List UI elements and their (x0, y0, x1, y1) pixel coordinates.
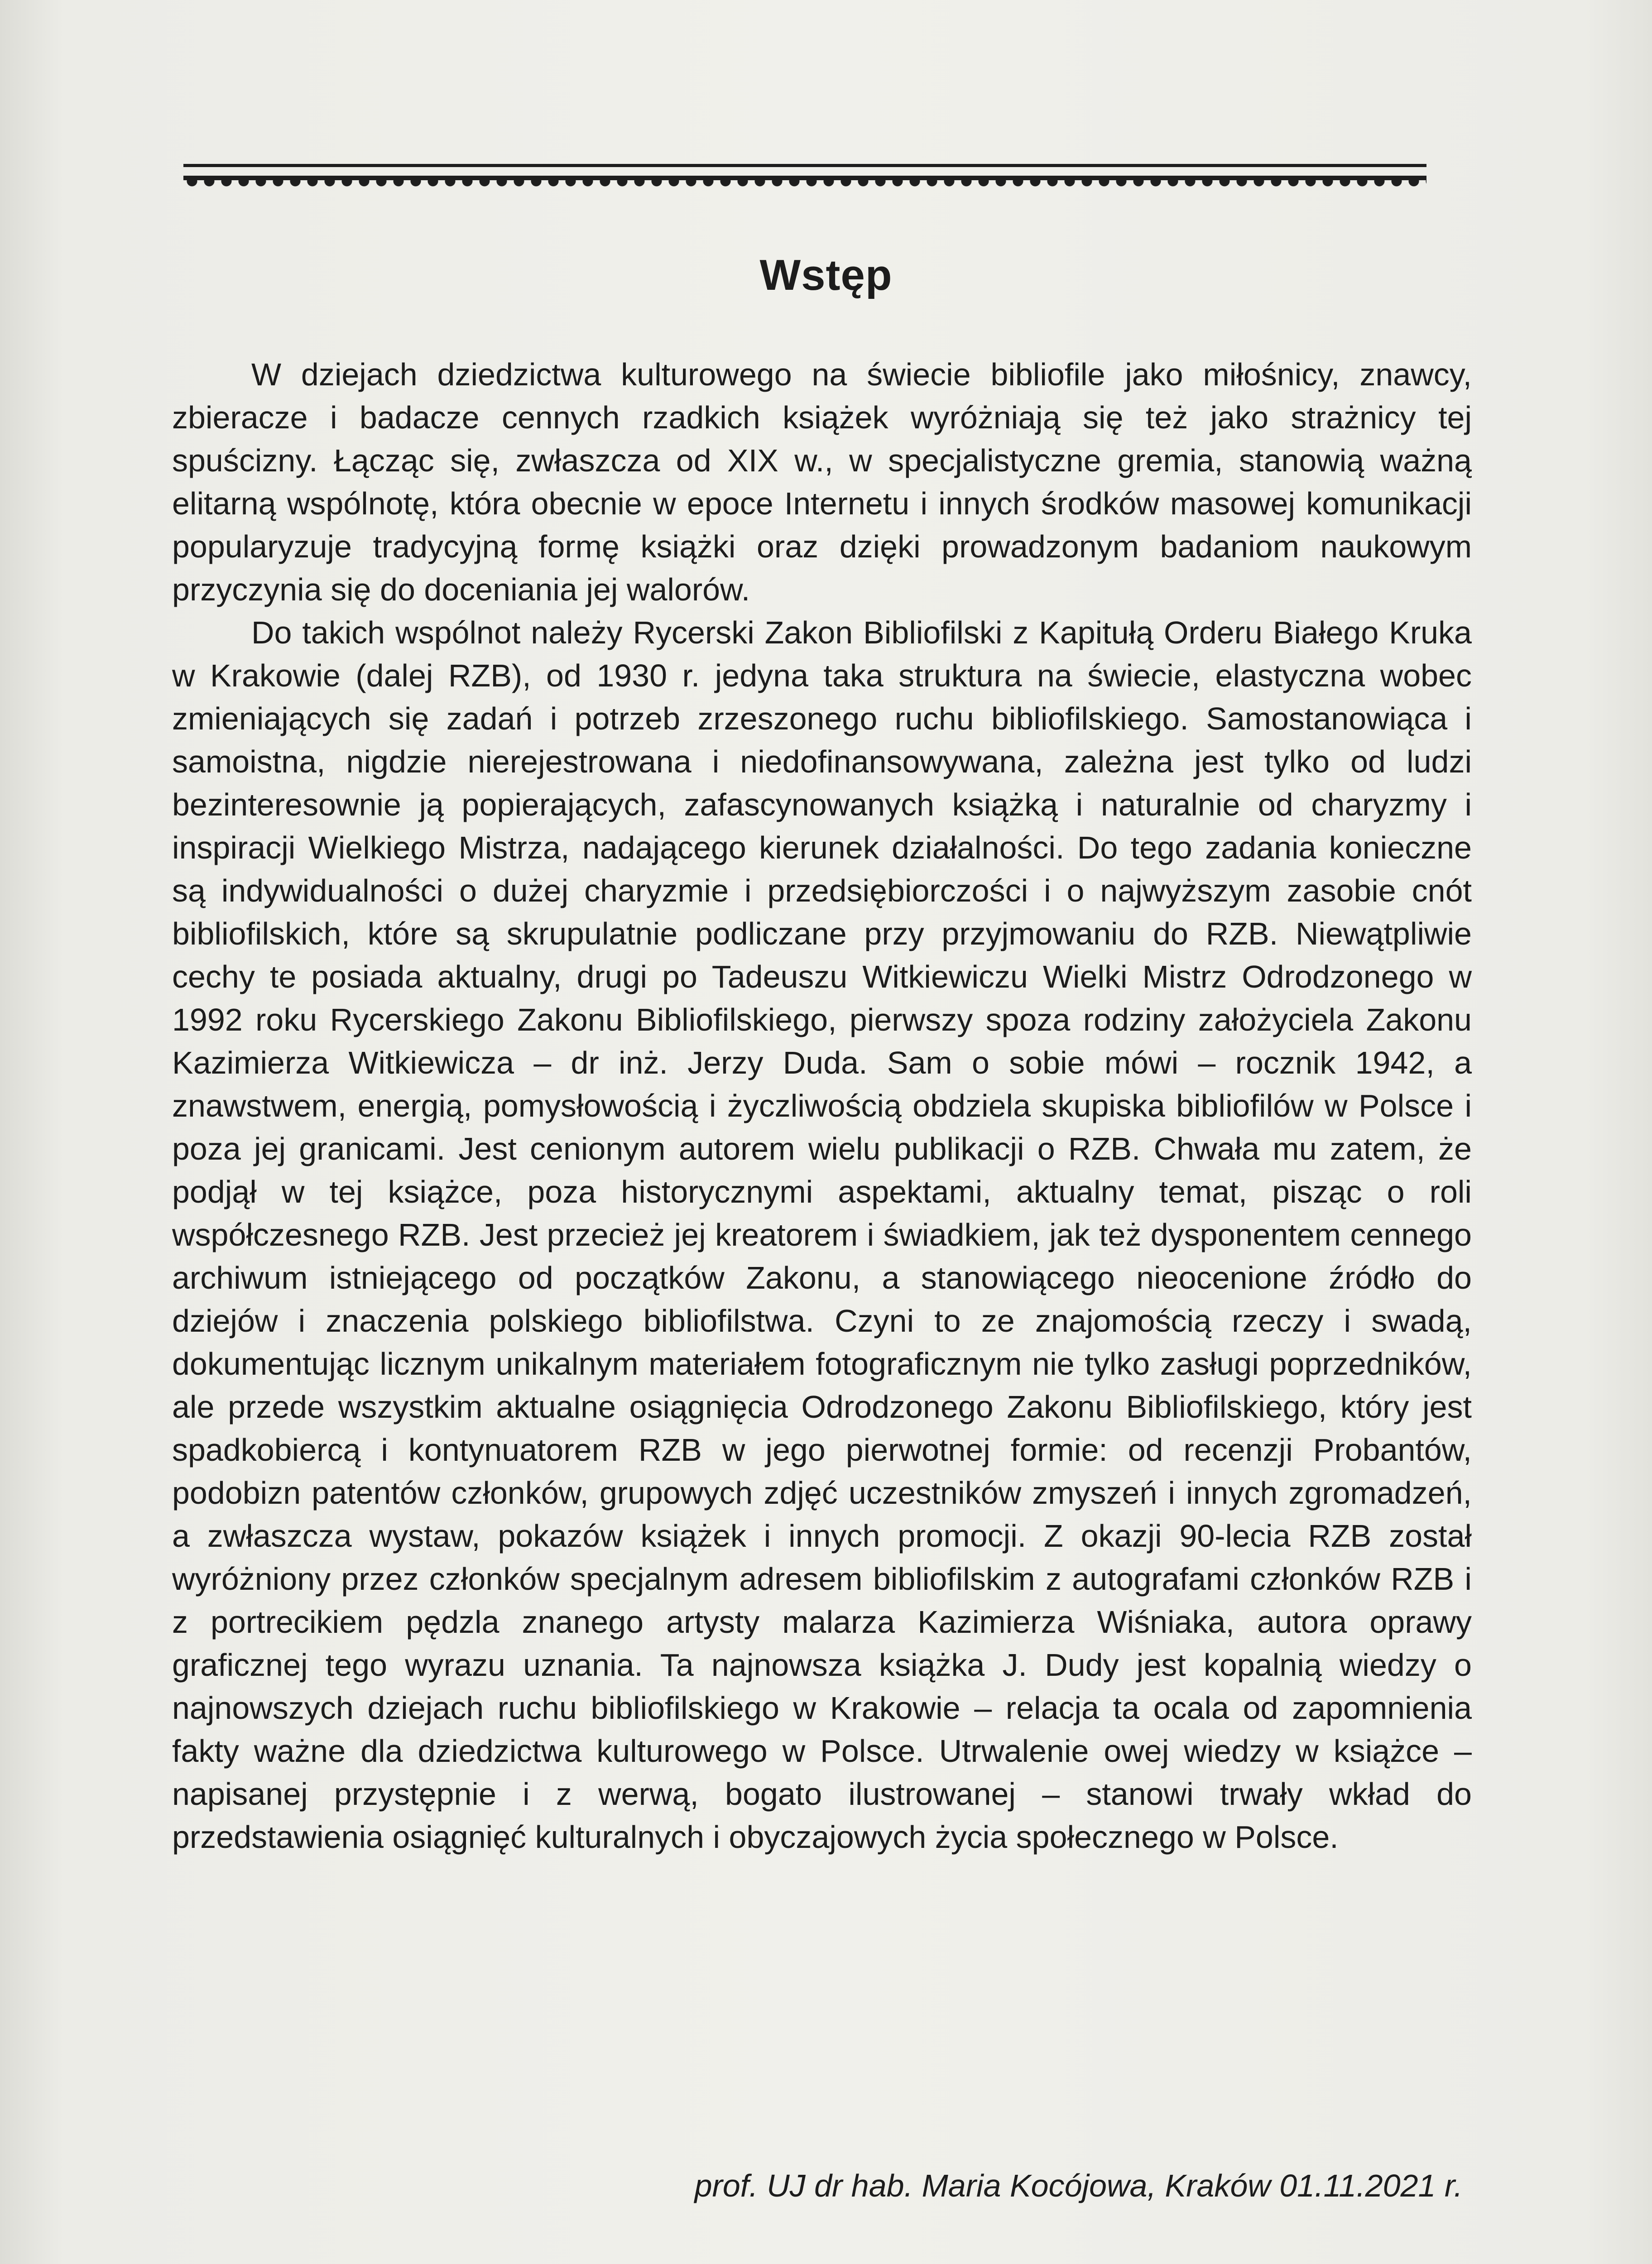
body-text (172, 353, 1472, 1859)
paragraph-2: Do takich wspólnot należy Rycerski Zakon Bibliofilski z Kapitułą Orderu Białego Kruka w Krakowie (dalej RZB), od 1930 r. jedyna taka struktura na świecie, elastyczna wobec zmieniających się zadań i potrzeb zrzeszonego ruchu bibliofilskiego. Samostanowiąca i samoistna, nigdzie nierejestrowana i niedofinansowywana, zależna jest tylko od ludzi bezinteresownie ją popierających, zafascynowanych książką i naturalnie od charyzmy i inspiracji Wielkiego Mistrza, nadającego kierunek działalności. Do tego zadania konieczne są indywidualności o dużej charyzmie i przedsiębiorczości i o najwyższym zasobie cnót bibliofilskich, które są skrupulatnie podliczane przy przyjmowaniu do RZB. Niewątpliwie cechy te posiada aktualny, drugi po Tadeuszu Witkiewiczu Wielki Mistrz Odrodzonego w 1992 roku Rycerskiego Zakonu Bibliofilskiego, pierwszy spoza rodziny założyciela Zakonu Kazimierza Witkiewicza – dr inż. Jerzy Duda. Sam o sobie mówi – rocznik 1942, a znawstwem, energią, pomysłowością i życzliwością obdziela skupiska bibliofilów w Polsce i poza jej granicami. Jest cenionym autorem wielu publikacji o RZB. Chwała mu zatem, że podjął w tej książce, poza historycznymi aspektami, aktualny temat, pisząc o roli współczesnego RZB. Jest przecież jej kreatorem i świadkiem, jak też dysponentem cennego archiwum istniejącego od początków Zakonu, a stanowiącego nieocenione źródło do dziejów i znaczenia polskiego bibliofilstwa. Czyni to ze znajomością rzeczy i swadą, dokumentując licznym unikalnym materiałem fotograficznym nie tylko zasługi poprzedników, ale przede wszystkim aktualne osiągnięcia Odrodzonego Zakonu Bibliofilskiego, który jest spadkobiercą i kontynuatorem RZB w jego pierwotnej formie: od recenzji Probantów, podobizn patentów członków, grupowych zdjęć uczestników zmyszeń i innych zgromadzeń, a zwłaszcza wystaw, pokazów książek i innych promocji. Z okazji 90-lecia RZB został wyróżniony przez członków specjalnym adresem bibliofilskim z autografami członków RZB i z portrecikiem pędzla znanego artysty malarza Kazimierza Wiśniaka, autora oprawy graficznej tego wyrazu uznania. Ta najnowsza książka J. Dudy jest kopalnią wiedzy o najnowszych dziejach ruchu bibliofilskiego w Krakowie – relacja ta ocala od zapomnienia fakty ważne dla dziedzictwa kulturowego w Polsce. Utrwalenie owej wiedzy w książce – napisanej przystępnie i z werwą, bogato ilustrowanej – stanowi trwały wkład do przedstawienia osiągnięć kulturalnych i obyczajowych życia społecznego w Polsce. (172, 615, 1472, 1855)
page-title: Wstęp (759, 251, 893, 299)
paragraph-1: W dziejach dziedzictwa kulturowego na świecie bibliofile jako miłośnicy, znawcy, zbieracze i badacze cennych rzadkich książek wyróżniają się też jako strażnicy tej spuścizny. Łącząc się, zwłaszcza od XIX w., w specjalistyczne gremia, stanowią ważną elitarną wspólnotę, która obecnie w epoce Internetu i innych środków masowej komunikacji popularyzuje tradycyjną formę książki oraz dzięki prowadzonym badaniom naukowym przyczynia się do doceniania jej walorów. (172, 357, 1472, 607)
top-decorative-rule (183, 164, 1426, 191)
author-signature: prof. UJ dr hab. Maria Kocójowa, Kraków 01.11.2021 r. (694, 2168, 1463, 2203)
